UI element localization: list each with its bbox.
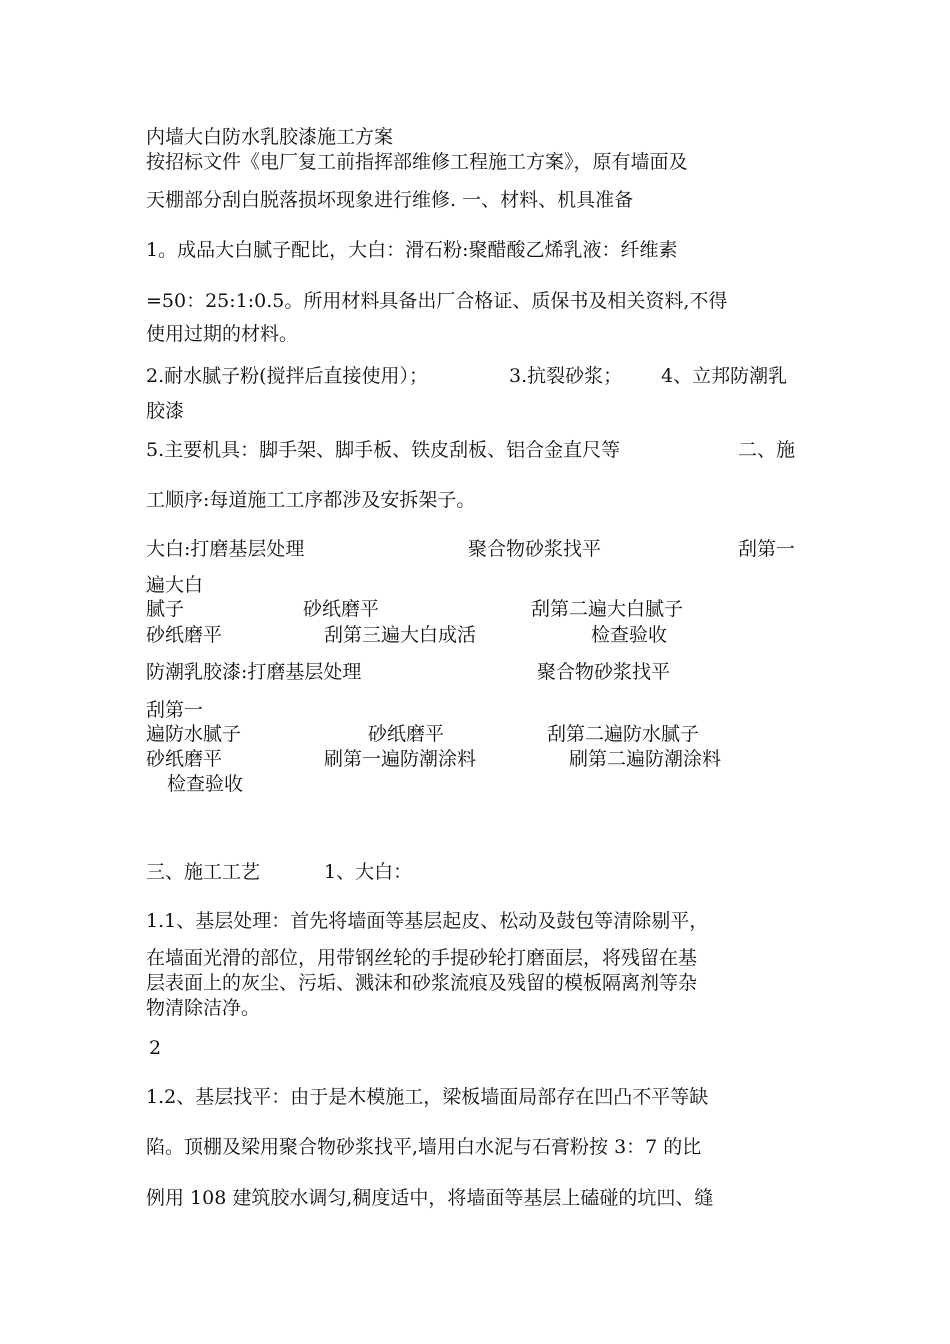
dabai-step-3-end: 腻子 — [146, 598, 185, 620]
tools-line: 5.主要机具：脚手架、脚手板、铁皮刮板、铝合金直尺等 — [146, 439, 621, 461]
paragraph-base-treatment-line-1: 1.1、基层处理：首先将墙面等基层起皮、松动及鼓包等清除剔平， — [146, 910, 709, 932]
dabai-step-4: 砂纸磨平 — [303, 598, 380, 620]
doc-title: 内墙大白防水乳胶漆施工方案 — [146, 126, 394, 148]
paragraph-ratio-line-3: 使用过期的材料。 — [146, 323, 299, 345]
material-2: 2.耐水腻子粉(搅拌后直接使用）； — [146, 365, 429, 387]
fangchao-step-1: 防潮乳胶漆:打磨基层处理 — [146, 661, 362, 683]
paragraph-base-treatment-line-3: 层表面上的灰尘、污垢、溅沫和砂浆流痕及残留的模板隔离剂等杂 — [146, 972, 698, 994]
fangchao-step-4: 砂纸磨平 — [368, 723, 445, 745]
paragraph-base-treatment-line-2: 在墙面光滑的部位，用带钢丝轮的手提砂轮打磨面层，将残留在基 — [146, 947, 698, 969]
material-4: 4、立邦防潮乳 — [661, 365, 788, 387]
paragraph-leveling-line-3: 例用 108 建筑胶水调匀,稠度适中，将墙面等基层上磕碰的坑凹、缝 — [146, 1187, 714, 1209]
fangchao-step-3: 刮第一 — [146, 699, 204, 721]
material-4-continued: 胶漆 — [146, 400, 185, 422]
dabai-step-5: 刮第二遍大白腻子 — [531, 598, 684, 620]
dabai-step-6: 砂纸磨平 — [146, 624, 223, 646]
dabai-step-1: 大白:打磨基层处理 — [146, 538, 305, 560]
paragraph-intro-line-1: 按招标文件《电厂复工前指挥部维修工程施工方案》，原有墙面及 — [146, 151, 688, 173]
fangchao-step-3-continued: 遍防水腻子 — [146, 723, 242, 745]
dabai-step-8: 检查验收 — [591, 624, 668, 646]
paragraph-leveling-line-1: 1.2、基层找平：由于是木模施工，梁板墙面局部存在凹凸不平等缺 — [146, 1086, 709, 1108]
paragraph-ratio-line-2: =50：25:1:0.5。所用材料具备出厂合格证、质保书及相关资料,不得 — [146, 290, 728, 312]
fangchao-step-2: 聚合物砂浆找平 — [537, 661, 671, 683]
material-3: 3.抗裂砂浆； — [509, 365, 623, 387]
paragraph-intro-line-2: 天棚部分刮白脱落损坏现象进行维修. 一、材料、机具准备 — [146, 189, 634, 211]
subsection-1-heading: 1、大白： — [324, 861, 413, 883]
dabai-step-3: 刮第一 — [738, 538, 796, 560]
fangchao-step-8: 刷第二遍防潮涂料 — [569, 748, 722, 770]
section-2-heading-continued: 工顺序:每道施工工序都涉及安拆架子。 — [146, 489, 476, 511]
fangchao-step-9: 检查验收 — [167, 773, 244, 795]
dabai-step-7: 刮第三遍大白成活 — [324, 624, 477, 646]
dabai-step-2: 聚合物砂浆找平 — [468, 538, 602, 560]
paragraph-base-treatment-line-4: 物清除洁净。 — [146, 997, 261, 1019]
fangchao-step-6: 砂纸磨平 — [146, 748, 223, 770]
dabai-step-3-continued: 遍大白 — [146, 574, 204, 596]
section-3-heading: 三、施工工艺 — [146, 861, 261, 883]
paragraph-ratio-line-1: 1。成品大白腻子配比，大白：滑石粉:聚醋酸乙烯乳液：纤维素 — [146, 239, 678, 261]
fangchao-step-5: 刮第二遍防水腻子 — [547, 723, 700, 745]
fangchao-step-7: 刷第一遍防潮涂料 — [324, 748, 477, 770]
page-number: 2 — [149, 1037, 162, 1059]
paragraph-leveling-line-2: 陷。顶棚及梁用聚合物砂浆找平,墙用白水泥与石膏粉按 3：7 的比 — [146, 1136, 702, 1158]
section-2-heading-start: 二、施 — [738, 439, 796, 461]
